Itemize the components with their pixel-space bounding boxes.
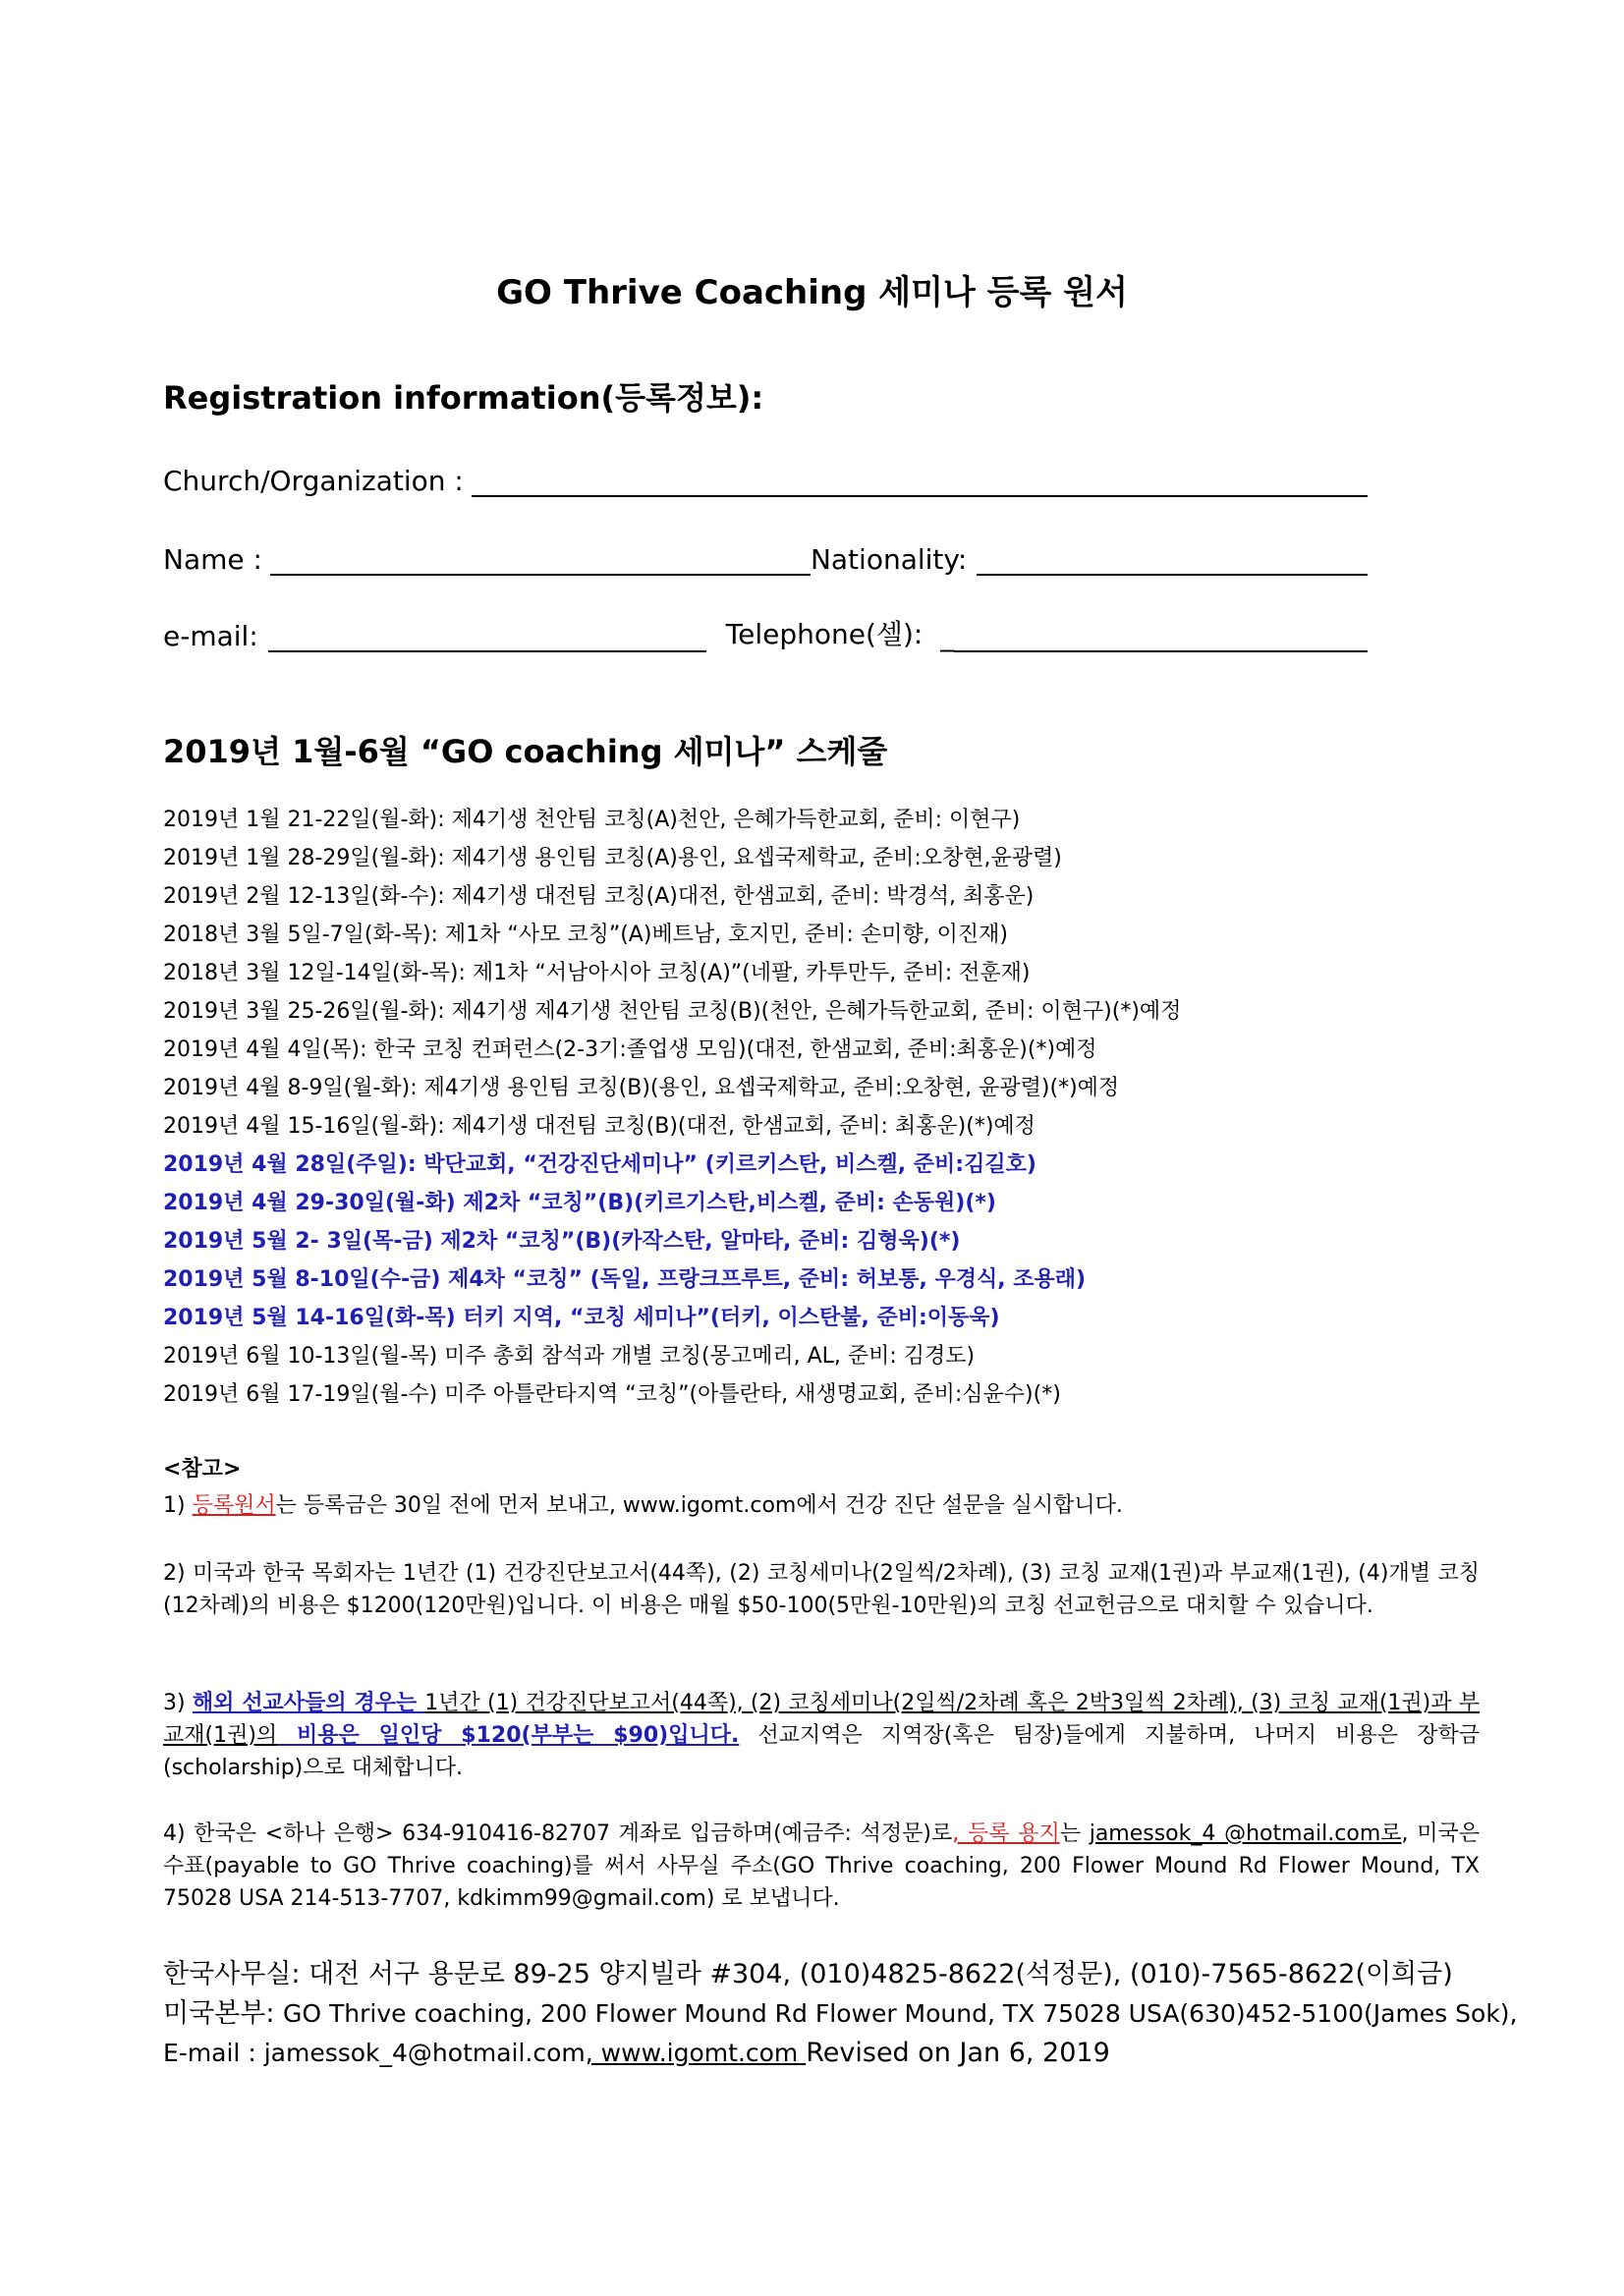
schedule-item: 2019년 5월 8-10일(수-금) 제4차 “코칭” (독일, 프랑크프루트, 준비: 허보통, 우경식, 조용래) (163, 1267, 1087, 1292)
page-title: GO Thrive Coaching 세미나 등록 원서 (496, 273, 1128, 312)
telephone-label: Telephone(셀): (725, 618, 924, 650)
footer-contact (163, 1955, 1518, 2073)
schedule-item: 2019년 4월 4일(목): 한국 코칭 컨퍼런스(2-3기:졸업생 모임)(대전, 한샘교회, 준비:최홍운)(*)예정 (163, 1037, 1097, 1062)
website-link[interactable]: , www.igomt.com (585, 2039, 807, 2067)
nationality-input-line[interactable] (977, 540, 1368, 576)
church-field-row (163, 454, 1368, 497)
schedule-item: 2019년 4월 15-16일(월-화): 제4기생 대전팀 코칭(B)(대전, 한샘교회, 준비: 최홍운)(*)예정 (163, 1114, 1036, 1139)
name-label: Name : (163, 543, 262, 576)
schedule-list (163, 801, 1470, 1414)
nationality-label: Nationality: (810, 543, 968, 576)
telephone-prefix: _ (940, 620, 955, 652)
schedule-item: 2019년 4월 29-30일(월-화) 제2차 “코칭”(B)(키르기스탄,비스켈, 준비: 손동원)(*) (163, 1191, 996, 1215)
note-3 (163, 1687, 1480, 1784)
note-4-text-b: 는 (1059, 1821, 1090, 1846)
note-2-text: 2) 미국과 한국 목회자는 1년간 (1) 건강진단보고서(44쪽), (2) 코칭세미나(2일씩/2차례), (3) 코칭 교재(1권)과 부교재(1권), (4)개별 코칭(12차례)의 비용은 $1200(120만원)입니다. 이 비용은 매월 $50-100(5만원-10만원)의 코칭 선교헌금으로 대치할 수 있습니다. (163, 1561, 1480, 1618)
schedule-item: 2019년 4월 28일(주일): 박단교회, “건강진단세미나” (키르키스탄, 비스켈, 준비:김길호) (163, 1152, 1036, 1177)
schedule-item: 2019년 4월 8-9일(월-화): 제4기생 용인팀 코칭(B)(용인, 요셉국제학교, 준비:오창현, 윤광렬)(*)예정 (163, 1076, 1120, 1100)
schedule-item: 2018년 3월 5일-7일(화-목): 제1차 “사모 코칭”(A)베트남, 호지민, 준비: 손미향, 이진재) (163, 923, 1008, 947)
note-3-prefix: 3) (163, 1691, 193, 1715)
schedule-item: 2019년 1월 28-29일(월-화): 제4기생 용인팀 코칭(A)용인, 요셉국제학교, 준비:오창현,윤광렬) (163, 846, 1062, 870)
schedule-item: 2019년 5월 2- 3일(목-금) 제2차 “코칭”(B)(카작스탄, 알마타, 준비: 김형욱)(*) (163, 1229, 961, 1254)
email-label: e-mail: (163, 620, 258, 652)
note-1-prefix: 1) (163, 1493, 193, 1518)
notes-heading: <참고> (163, 1457, 242, 1482)
schedule-heading: 2019년 1월-6월 “GO coaching 세미나” 스케줄 (163, 733, 888, 770)
us-hq-address: GO Thrive coaching, 200 Flower Mound Rd Flower Mound, TX 75028 USA(630)452-5100(James Sok), (283, 1999, 1518, 2028)
us-hq-label: 미국본부: (163, 1998, 284, 2029)
missionary-case-text: 해외 선교사들의 경우는 (192, 1691, 425, 1715)
revised-date: Revised on Jan 6, 2019 (806, 2038, 1110, 2068)
telephone-input-line[interactable] (954, 617, 1368, 652)
name-field-row (163, 532, 1368, 576)
name-input-line[interactable] (270, 540, 811, 576)
note-1-text: 는 등록금은 30일 전에 먼저 보내고, www.igomt.com에서 건강 진단 설문을 실시합니다. (275, 1493, 1123, 1518)
registration-paper-text: , 등록 용지 (952, 1821, 1060, 1846)
schedule-item: 2019년 6월 10-13일(월-목) 미주 총회 참석과 개별 코칭(몽고메리, AL, 준비: 김경도) (163, 1344, 976, 1369)
schedule-item: 2019년 6월 17-19일(월-수) 미주 아틀란타지역 “코칭”(아틀란타, 새생명교회, 준비:심윤수)(*) (163, 1382, 1061, 1407)
note-2 (163, 1557, 1480, 1622)
schedule-item: 2019년 2월 12-13일(화-수): 제4기생 대전팀 코칭(A)대전, 한샘교회, 준비: 박경석, 최홍운) (163, 884, 1035, 909)
note-4-text-a: 4) 한국은 <하나 은행> 634-910416-82707 계좌로 입금하며(예금주: 석정문)로 (163, 1821, 953, 1846)
note-4 (163, 1818, 1480, 1915)
schedule-item: 2018년 3월 12일-14일(화-목): 제1차 “서남아시아 코칭(A)”(네팔, 카투만두, 준비: 전훈재) (163, 961, 1031, 985)
schedule-item: 2019년 1월 21-22일(월-화): 제4기생 천안팀 코칭(A)천안, 은혜가득한교회, 준비: 이현구) (163, 808, 1021, 832)
schedule-item: 2019년 3월 25-26일(월-화): 제4기생 제4기생 천안팀 코칭(B)(천안, 은혜가득한교회, 준비: 이현구)(*)예정 (163, 999, 1182, 1024)
note-3-middle: 1년간 (1) 건강진단보고서(44쪽), (2) 코칭세미나(2일씩/2차례 혹은 2박3일씩 2차례), (3) 코칭 교재(1권)과 부교재(1권)의 (163, 1691, 1481, 1748)
church-input-line[interactable] (472, 462, 1368, 497)
registration-email-link[interactable]: jamessok_4 @hotmail.com로 (1089, 1821, 1402, 1846)
schedule-item: 2019년 5월 14-16일(화-목) 터키 지역, “코칭 세미나”(터키, 이스탄불, 준비:이동욱) (163, 1306, 1000, 1330)
contact-field-row (163, 609, 1368, 652)
note-3-rest: 선교지역은 지역장(혹은 팀장)들에게 지불하며, 나머지 비용은 장학금(scholarship)으로 대체합니다. (163, 1723, 1480, 1780)
church-label: Church/Organization : (163, 465, 464, 497)
email-input-line[interactable] (268, 617, 706, 652)
registration-heading: Registration information(등록정보): (163, 379, 764, 417)
note-1 (163, 1489, 1480, 1522)
note-4-text-c: , 미국은 수표(payable to GO Thrive coaching)를 써서 사무실 주소(GO Thrive coaching, 200 Flower Mound Rd Flower Mound, TX 75028 USA 214-513-7707, kdkimm99@gmail.com) 로 보냅니다. (163, 1821, 1480, 1911)
registration-form-link[interactable]: 등록원서 (192, 1493, 276, 1518)
korea-office: 한국사무실: 대전 서구 용문로 89-25 양지빌라 #304, (010)4825-8622(석정문), (010)-7565-8622(이희금) (163, 1959, 1453, 1989)
footer-email: E-mail : jamessok_4@hotmail.com (163, 2039, 586, 2067)
missionary-cost-text: 비용은 일인당 $120(부부는 $90)입니다. (277, 1723, 740, 1748)
